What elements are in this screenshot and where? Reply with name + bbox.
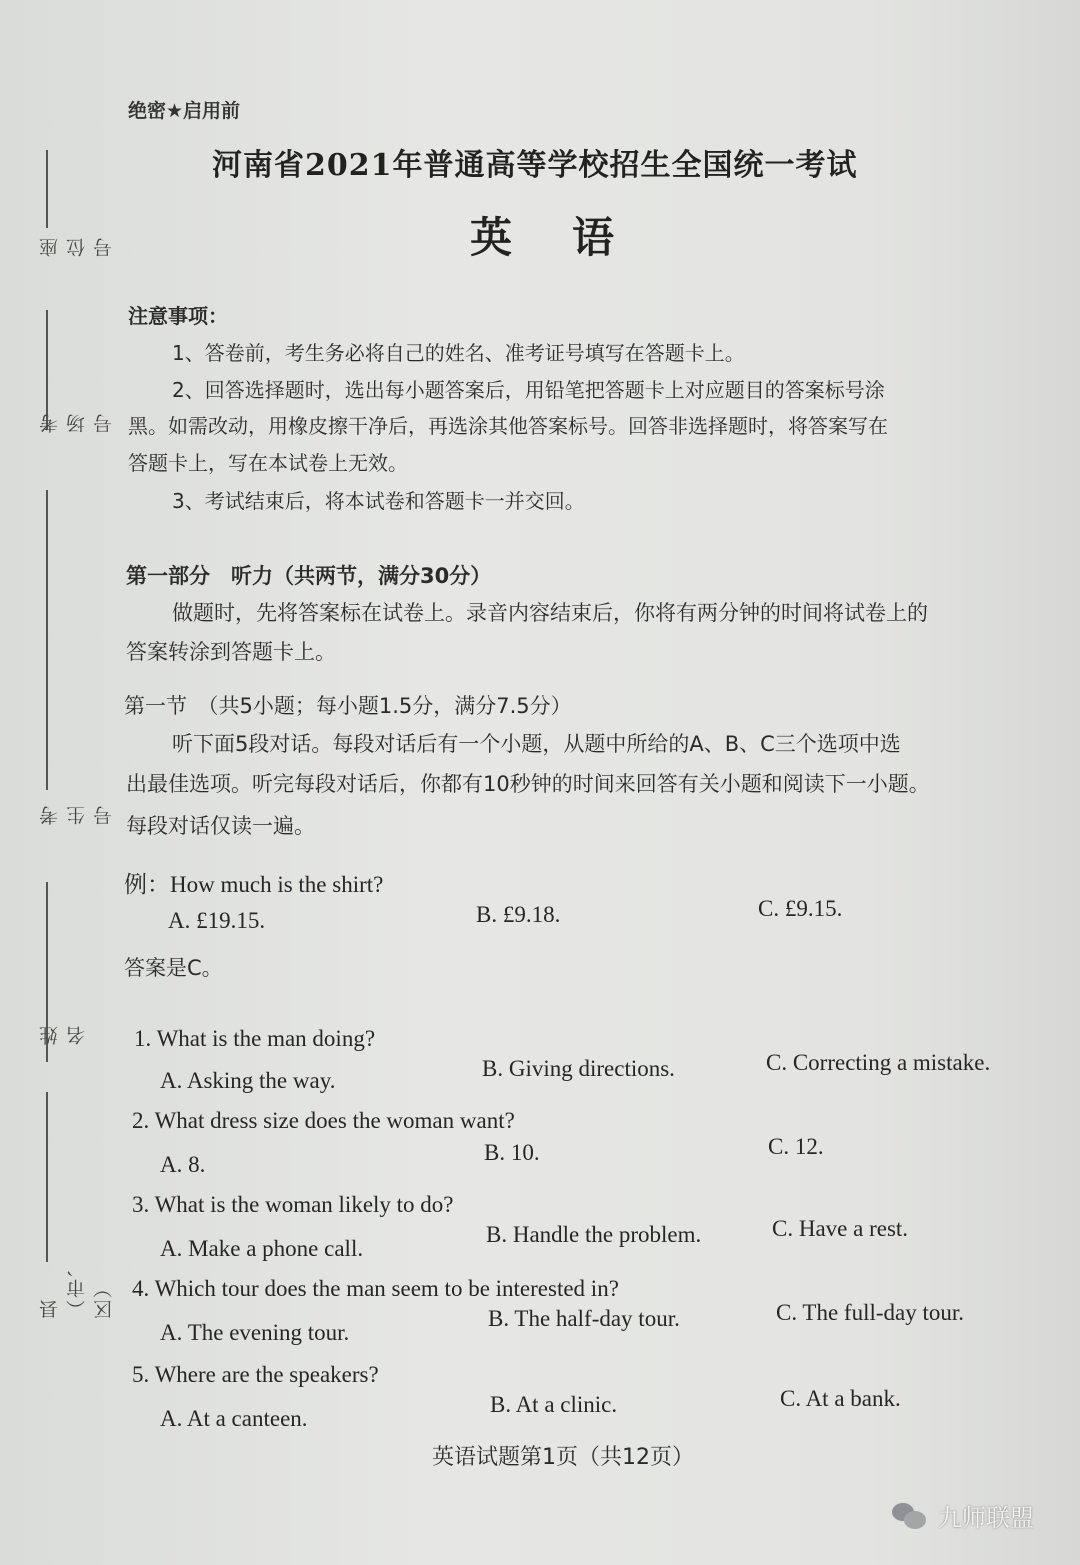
q2-option-b: B. 10.: [484, 1140, 540, 1165]
page-footer: 英语试题第1页（共12页）: [432, 1445, 694, 1470]
name-label: 姓名: [39, 1024, 88, 1045]
exam-title: 河南省2021年普通高等学校招生全国统一考试: [212, 148, 858, 183]
question-4: 4. Which tour does the man seem to be interested in?: [132, 1276, 619, 1301]
question-3: 3. What is the woman likely to do?: [132, 1192, 454, 1217]
q2-option-a: A. 8.: [160, 1152, 206, 1177]
q5-option-c: C. At a bank.: [780, 1386, 901, 1411]
binding-margin: [28, 150, 115, 1410]
q4-option-a: A. The evening tour.: [160, 1320, 350, 1345]
part1-heading: 第一部分 听力（共两节，满分30分）: [126, 564, 492, 588]
q5-option-b: B. At a clinic.: [490, 1392, 618, 1417]
example-question: 例：How much is the shirt?: [124, 872, 384, 897]
example-option-a: A. £19.15.: [168, 908, 266, 933]
part1-intro-line: 做题时，先将答案标在试卷上。录音内容结束后，你将有两分钟的时间将试卷上的: [172, 601, 928, 625]
example-option-c: C. £9.15.: [758, 896, 843, 921]
confidential-label: 绝密★启用前: [128, 100, 241, 122]
q4-option-b: B. The half-day tour.: [488, 1306, 680, 1331]
q1-option-b: B. Giving directions.: [482, 1056, 675, 1081]
name-line: [46, 1092, 48, 1262]
q3-option-a: A. Make a phone call.: [160, 1236, 364, 1261]
notes-heading: 注意事项：: [128, 304, 228, 328]
exam-room-line-lower: [46, 490, 48, 790]
section1-heading: 第一节 （共5小题；每小题1.5分，满分7.5分）: [124, 694, 572, 718]
note-line: 3、考试结束后，将本试卷和答题卡一并交回。: [172, 489, 585, 513]
q1-option-a: A. Asking the way.: [160, 1068, 336, 1093]
question-2: 2. What dress size does the woman want?: [132, 1108, 515, 1133]
note-line: 答题卡上，写在本试卷上无效。: [128, 451, 408, 475]
q3-option-c: C. Have a rest.: [772, 1216, 909, 1241]
section1-intro-line: 听下面5段对话。每段对话后有一个小题，从题中所给的A、B、C三个选项中选: [172, 732, 901, 756]
candidate-number-label: 考生号: [39, 804, 115, 825]
part1-intro-line: 答案转涂到答题卡上。: [126, 640, 336, 664]
note-line: 2、回答选择题时，选出每小题答案后，用铅笔把答题卡上对应题目的答案标号涂: [172, 378, 885, 402]
example-option-b: B. £9.18.: [476, 902, 561, 927]
q3-option-b: B. Handle the problem.: [486, 1222, 702, 1247]
county-label: 县（市、区）: [39, 1256, 115, 1319]
seat-number-label: 座位号: [39, 236, 115, 257]
watermark: [892, 1498, 1034, 1533]
q1-option-c: C. Correcting a mistake.: [766, 1050, 991, 1075]
example-answer: 答案是C。: [124, 956, 223, 980]
subject-title: 英语: [470, 213, 675, 262]
section1-intro-line: 出最佳选项。听完每段对话后，你都有10秒钟的时间来回答有关小题和阅读下一小题。: [126, 772, 930, 796]
wechat-icon: [892, 1501, 928, 1531]
question-5: 5. Where are the speakers?: [132, 1362, 379, 1387]
seat-number-line: [46, 150, 48, 228]
note-line: 1、答卷前，考生务必将自己的姓名、准考证号填写在答题卡上。: [172, 341, 745, 365]
q2-option-c: C. 12.: [768, 1134, 824, 1159]
q4-option-c: C. The full-day tour.: [776, 1300, 965, 1325]
q5-option-a: A. At a canteen.: [160, 1406, 308, 1431]
exam-room-label: 考场号: [39, 412, 115, 433]
watermark-text: 九师联盟: [938, 1504, 1034, 1532]
note-line: 黑。如需改动，用橡皮擦干净后，再选涂其他答案标号。回答非选择题时，将答案写在: [128, 414, 888, 438]
section1-intro-line: 每段对话仅读一遍。: [126, 814, 315, 838]
question-1: 1. What is the man doing?: [134, 1026, 376, 1051]
